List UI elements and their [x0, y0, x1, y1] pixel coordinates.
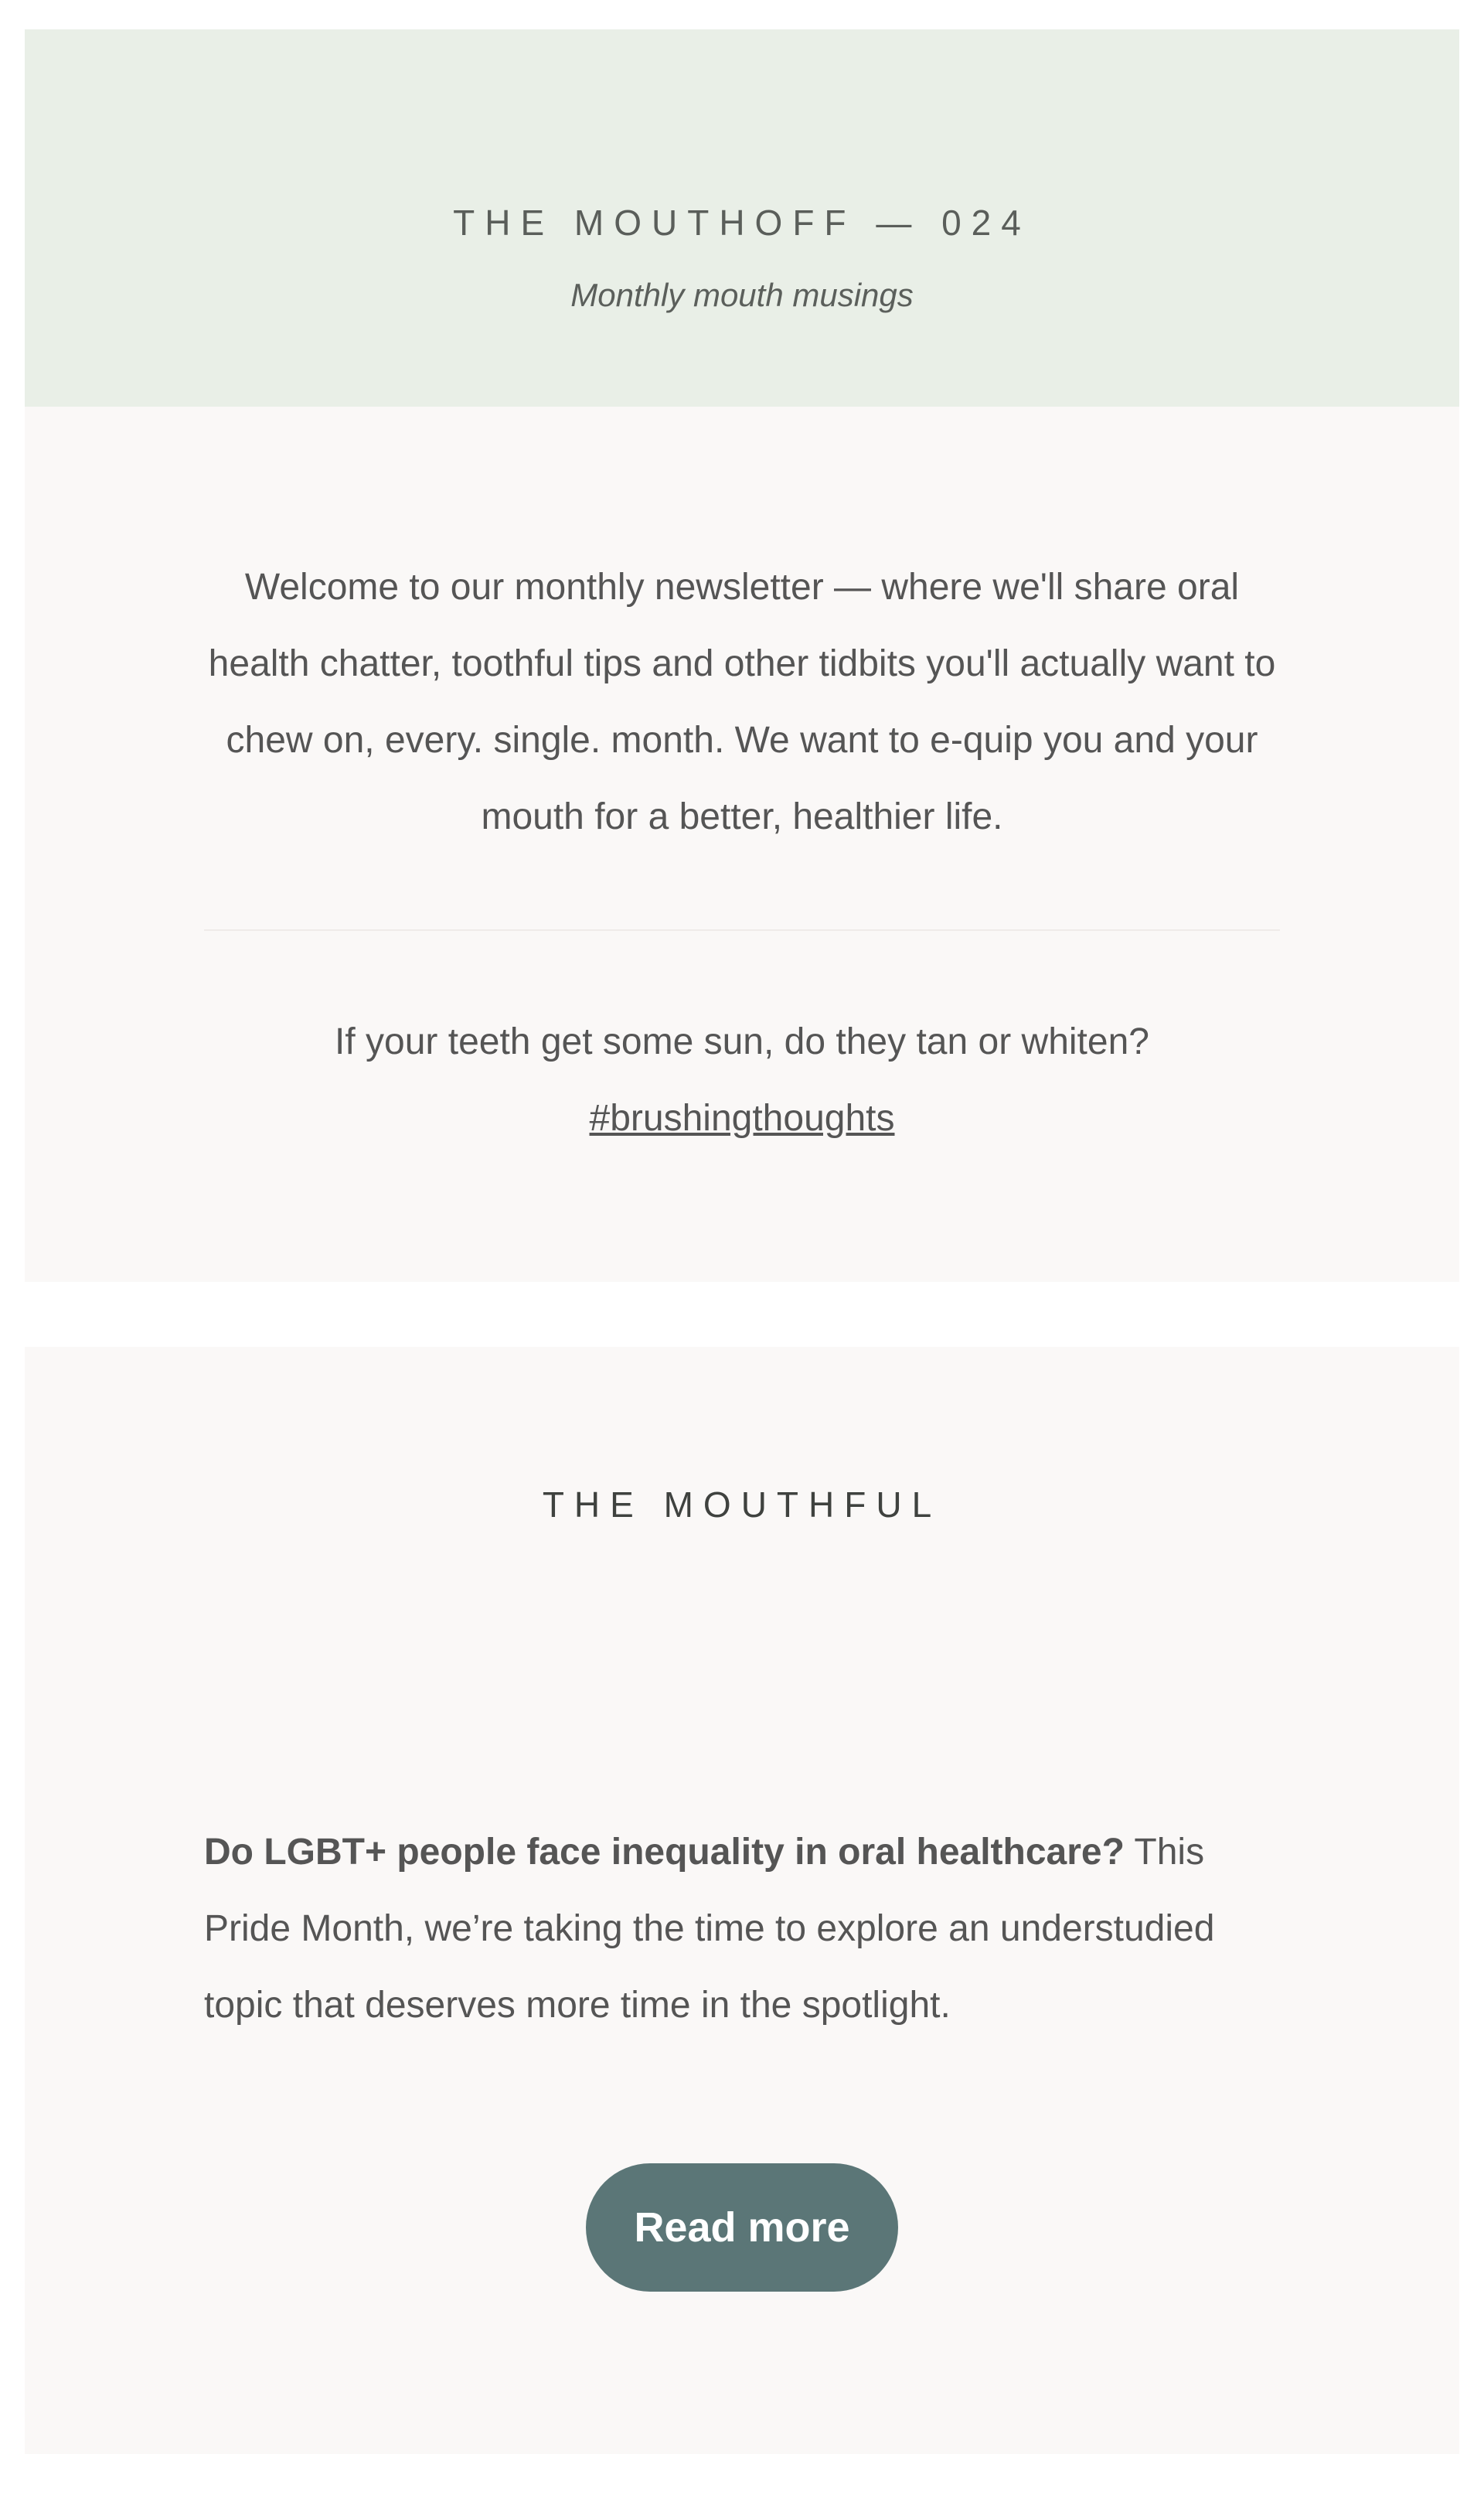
article-headline: Do LGBT+ people face inequality in oral healthcare?: [204, 1832, 1125, 1873]
section-title: THE MOUTHFUL: [542, 1484, 942, 1525]
newsletter-title: THE MOUTHOFF — 024: [453, 203, 1031, 243]
newsletter-header: [25, 29, 1459, 407]
read-more-button[interactable]: Read more: [586, 2163, 898, 2292]
mouthful-section: [25, 1347, 1459, 2454]
joke-paragraph: [204, 1004, 1280, 1157]
intro-section: [25, 407, 1459, 1282]
joke-text: If your teeth get some sun, do they tan or whiten?: [335, 1021, 1149, 1062]
button-container: [25, 2163, 1459, 2292]
article-teaser: [204, 1814, 1280, 2043]
hashtag-link[interactable]: #brushingthoughts: [589, 1098, 895, 1139]
section-divider: [204, 929, 1280, 931]
article-body: This Pride Month, we’re taking the time to explore an understudied topic that deserves more time in the spotlight.: [204, 1832, 1215, 2026]
intro-paragraph: Welcome to our monthly newsletter — where we'll share oral health chatter, toothful tips and other tidbits you'll actually want to chew on, every. single. month. We want to e-quip you and your mouth for a better, healthier life.: [208, 567, 1276, 837]
newsletter-subtitle: Monthly mouth musings: [570, 277, 914, 313]
